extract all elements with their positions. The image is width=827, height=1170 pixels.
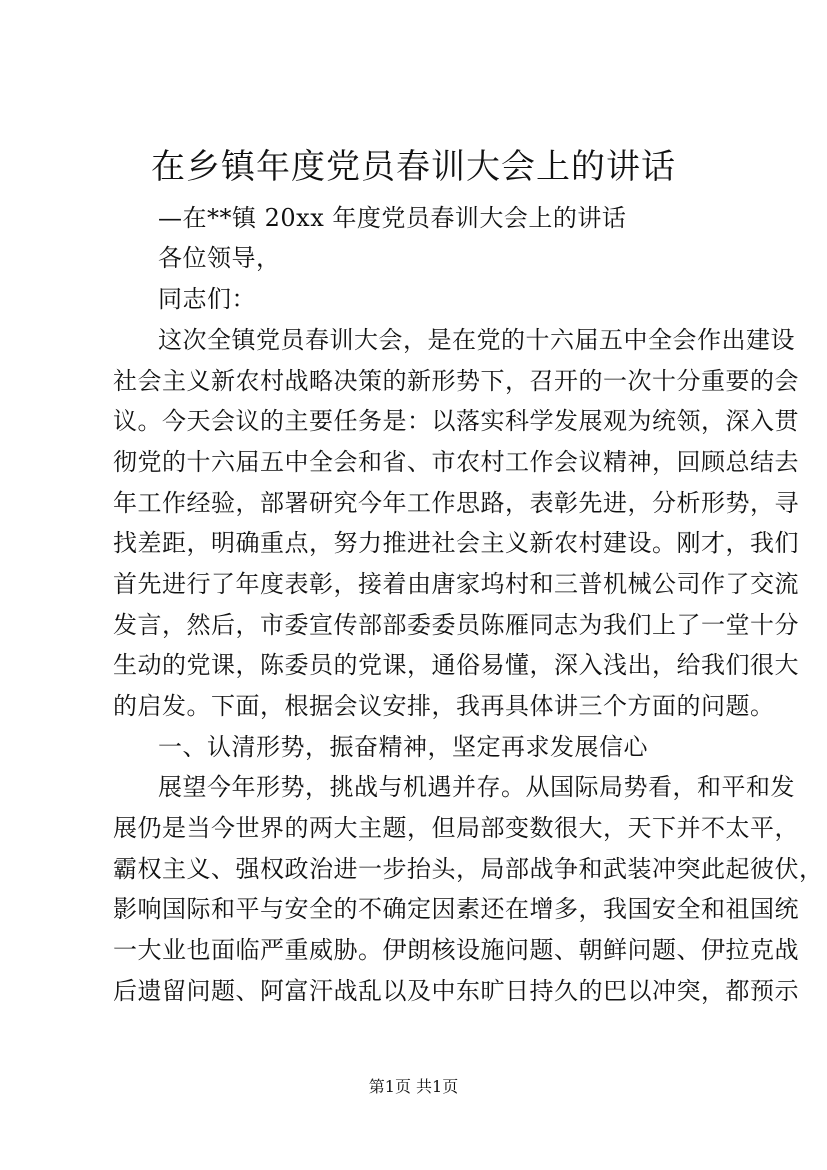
body-line: 展仍是当今世界的两大主题，但局部变数很大，天下并不太平， <box>113 814 799 842</box>
body-line: 后遗留问题、阿富汗战乱以及中东旷日持久的巴以冲突，都预示 <box>113 977 799 1005</box>
body-line: 发言，然后，市委宣传部部委委员陈雁同志为我们上了一堂十分 <box>113 611 799 639</box>
body-line: 找差距，明确重点，努力推进社会主义新农村建设。刚才，我们 <box>113 529 799 557</box>
section-heading: 一、认清形势，振奋精神，坚定再求发展信心 <box>158 733 648 761</box>
body-line: 霸权主义、强权政治进一步抬头，局部战争和武装冲突此起彼伏， <box>113 855 824 883</box>
body-line: 彻党的十六届五中全会和省、市农村工作会议精神，回顾总结去 <box>113 448 799 476</box>
salutation-line: 同志们： <box>158 285 256 313</box>
subtitle-line: —在**镇 20xx 年度党员春训大会上的讲话 <box>158 204 627 232</box>
body-line: 社会主义新农村战略决策的新形势下，召开的一次十分重要的会 <box>113 367 799 395</box>
body-line: 展望今年形势，挑战与机遇并存。从国际局势看，和平和发 <box>158 773 795 801</box>
body-line: 年工作经验，部署研究今年工作思路，表彰先进，分析形势，寻 <box>113 489 799 517</box>
body-line: 议。今天会议的主要任务是：以落实科学发展观为统领，深入贯 <box>113 407 799 435</box>
body-line: 的启发。下面，根据会议安排，我再具体讲三个方面的问题。 <box>113 692 775 720</box>
body-line: 首先进行了年度表彰，接着由唐家坞村和三普机械公司作了交流 <box>113 570 799 598</box>
body-line: 一大业也面临严重威胁。伊朗核设施问题、朝鲜问题、伊拉克战 <box>113 936 799 964</box>
document-title: 在乡镇年度党员春训大会上的讲话 <box>151 147 676 187</box>
body-line: 影响国际和平与安全的不确定因素还在增多，我国安全和祖国统 <box>113 895 799 923</box>
body-line: 这次全镇党员春训大会，是在党的十六届五中全会作出建设 <box>158 326 795 354</box>
body-line: 生动的党课，陈委员的党课，通俗易懂，深入浅出，给我们很大 <box>113 651 799 679</box>
page-footer: 第1页 共1页 <box>368 1077 459 1096</box>
salutation-line: 各位领导， <box>158 244 281 272</box>
